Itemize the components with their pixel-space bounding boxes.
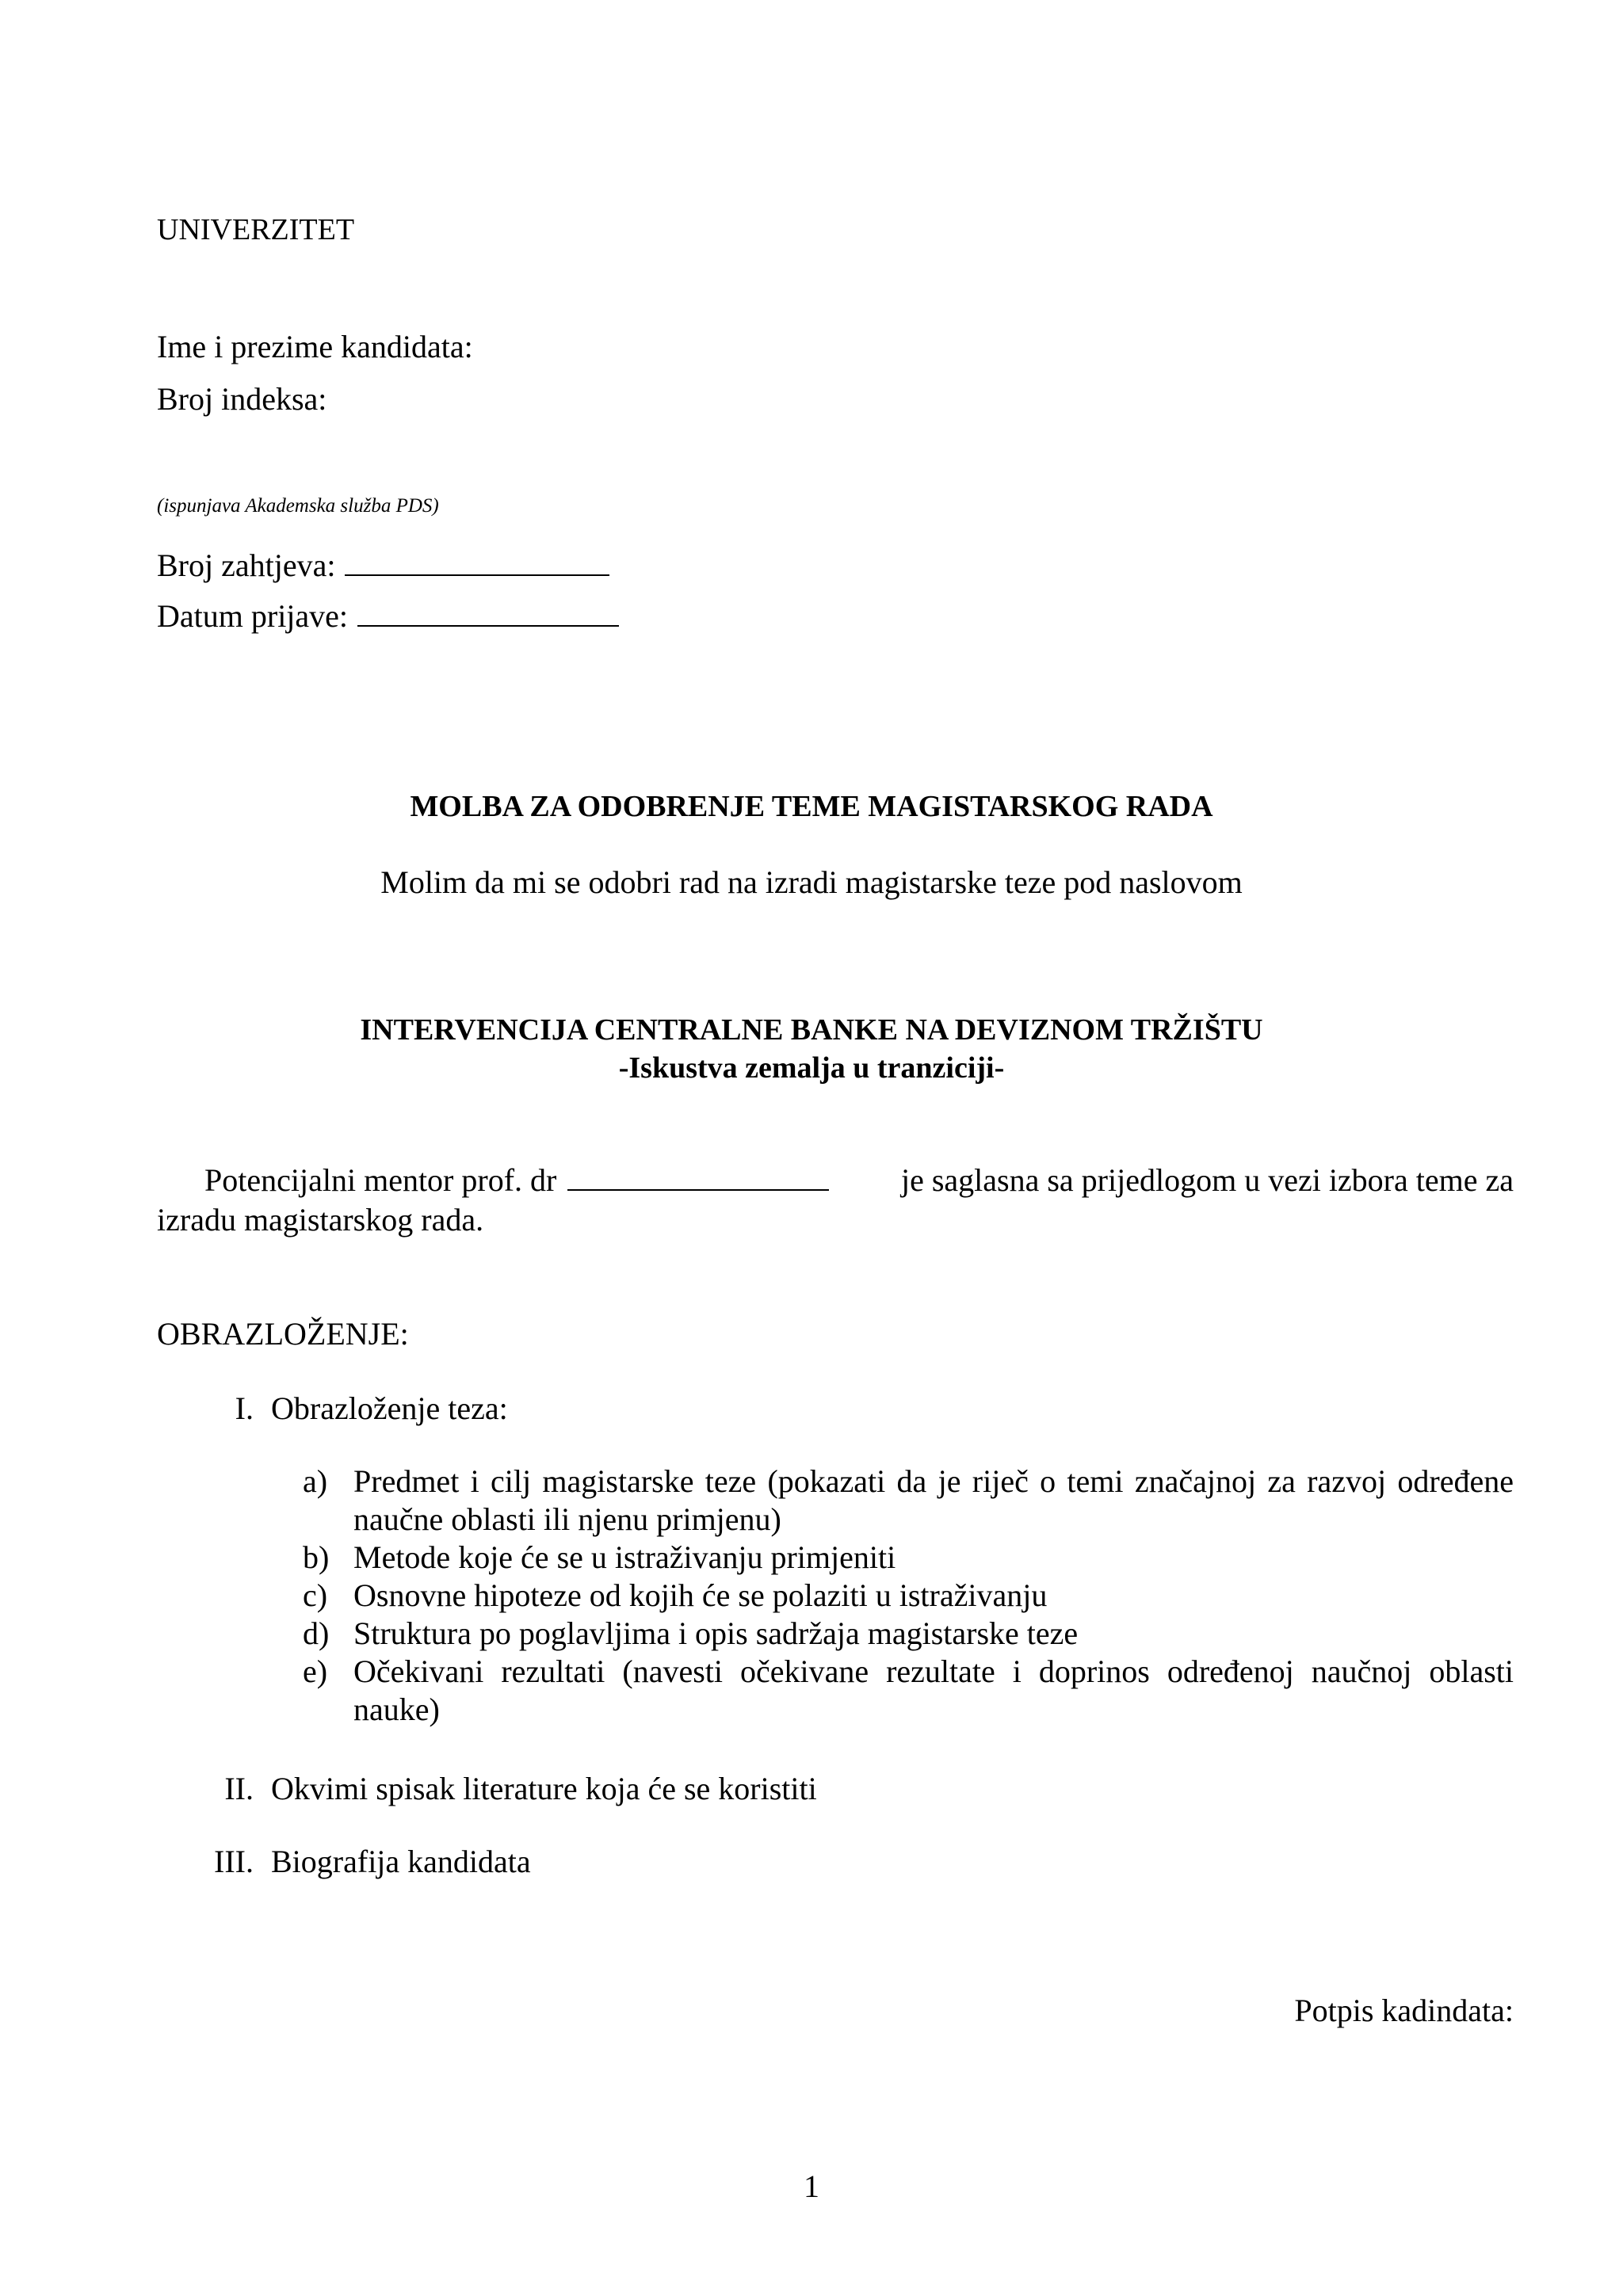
section-ii-numeral: II. <box>224 1771 254 1806</box>
section-i <box>157 1390 508 1427</box>
mentor-line-1 <box>157 1161 1514 1199</box>
request-number-label: Broj zahtjeva: <box>157 547 336 583</box>
item-a-letter: a) <box>303 1463 328 1499</box>
section-i-label: Obrazloženje teza: <box>271 1390 508 1426</box>
item-c-text: Osnovne hipoteze od kojih će se polaziti u istraživanju <box>353 1577 1048 1613</box>
request-number-row <box>157 547 609 584</box>
document-heading: MOLBA ZA ODOBRENJE TEME MAGISTARSKOG RADA <box>410 790 1213 823</box>
application-date-row <box>157 597 619 635</box>
page-number: 1 <box>804 2168 819 2204</box>
application-date-label: Datum prijave: <box>157 598 349 634</box>
request-number-blank <box>345 551 609 576</box>
thesis-subtitle: -Iskustva zemalja u tranziciji- <box>618 1051 1005 1085</box>
item-c-letter: c) <box>303 1577 328 1613</box>
application-date-blank <box>357 601 619 627</box>
mentor-prefix: Potencijalni mentor prof. dr <box>204 1162 557 1198</box>
item-e-letter: e) <box>303 1653 328 1689</box>
section-iii <box>157 1843 531 1880</box>
section-iii-label: Biografija kandidata <box>271 1844 531 1879</box>
item-b-text: Metode koje će se u istraživanju primjeniti <box>353 1539 896 1575</box>
mentor-suffix: je saglasna sa prijedlogom u vezi izbora teme za <box>900 1162 1514 1198</box>
section-ii-label: Okvimi spisak literature koja će se koristiti <box>271 1771 817 1806</box>
item-a-line-1: Predmet i cilj magistarske teze (pokazati da je riječ o temi značajnoj za razvoj određene <box>353 1463 1514 1499</box>
signature-label: Potpis kadindata: <box>1294 1993 1514 2028</box>
mentor-name-blank <box>567 1165 829 1191</box>
university-label: UNIVERZITET <box>157 213 355 246</box>
index-number-label: Broj indeksa: <box>157 381 327 417</box>
item-d-letter: d) <box>303 1615 330 1651</box>
item-d-text: Struktura po poglavljima i opis sadržaja magistarske teze <box>353 1615 1079 1651</box>
item-a-line-2: naučne oblasti ili njenu primjenu) <box>353 1501 781 1537</box>
thesis-title: INTERVENCIJA CENTRALNE BANKE NA DEVIZNOM TRŽIŠTU <box>360 1013 1263 1047</box>
section-iii-numeral: III. <box>214 1844 254 1879</box>
office-note: (ispunjava Akademska služba PDS) <box>157 495 439 517</box>
section-ii <box>157 1770 817 1807</box>
candidate-name-label: Ime i prezime kandidata: <box>157 329 473 364</box>
item-e-line-1: Očekivani rezultati (navesti očekivane rezultate i doprinos određenoj naučnoj oblasti <box>353 1653 1514 1689</box>
item-e-line-2: nauke) <box>353 1691 440 1727</box>
request-sentence: Molim da mi se odobri rad na izradi magistarske teze pod naslovom <box>380 864 1243 900</box>
section-i-numeral: I. <box>235 1390 254 1426</box>
mentor-line-2: izradu magistarskog rada. <box>157 1202 484 1238</box>
item-b-letter: b) <box>303 1539 330 1575</box>
rationale-heading: OBRAZLOŽENJE: <box>157 1316 409 1352</box>
